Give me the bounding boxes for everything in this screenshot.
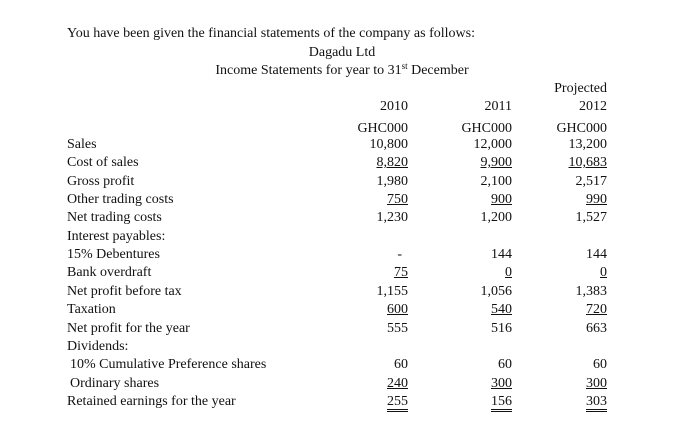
ordinary-shares-2010: 240 xyxy=(387,376,408,391)
retained-earnings-2012: 303 xyxy=(586,395,607,412)
row-label-retained-earnings: Retained earnings for the year xyxy=(67,394,236,409)
net-profit-before-tax-2011: 1,056 xyxy=(480,284,512,299)
sales-2011: 12,000 xyxy=(473,137,512,152)
other-trading-costs-2011: 900 xyxy=(491,192,512,207)
preference-shares-2011: 60 xyxy=(498,357,512,372)
intro-text: You have been given the financial statements of the company as follows: xyxy=(67,26,475,41)
retained-earnings-2010: 255 xyxy=(387,395,408,412)
bank-overdraft-2010: 75 xyxy=(394,265,408,280)
debentures-2011: 144 xyxy=(491,247,512,262)
taxation-2011: 540 xyxy=(491,302,512,317)
net-profit-before-tax-2010: 1,155 xyxy=(376,284,408,299)
row-label-cost-of-sales: Cost of sales xyxy=(67,155,139,170)
statement-title xyxy=(0,63,684,79)
row-label-gross-profit: Gross profit xyxy=(67,174,135,189)
taxation-2012: 720 xyxy=(586,302,607,317)
statement-title-ordinal: st xyxy=(401,61,408,71)
retained-earnings-2011: 156 xyxy=(491,395,512,412)
row-label-net-profit-for-year: Net profit for the year xyxy=(67,321,190,336)
sales-2010: 10,800 xyxy=(369,137,408,152)
row-label-other-trading-costs: Other trading costs xyxy=(67,192,174,207)
net-profit-before-tax-2012: 1,383 xyxy=(575,284,607,299)
row-label-taxation: Taxation xyxy=(67,302,116,317)
row-label-interest-payables: Interest payables: xyxy=(67,229,166,244)
cost-of-sales-2012: 10,683 xyxy=(568,155,607,170)
ordinary-shares-2012: 300 xyxy=(586,376,607,391)
debentures-2010: - xyxy=(397,247,402,262)
preference-shares-2010: 60 xyxy=(394,357,408,372)
row-label-ordinary-shares: Ordinary shares xyxy=(70,376,160,391)
net-trading-costs-2012: 1,527 xyxy=(575,210,607,225)
bank-overdraft-2012: 0 xyxy=(600,265,607,280)
statement-title-month: December xyxy=(407,63,469,78)
row-label-net-trading-costs: Net trading costs xyxy=(67,210,162,225)
other-trading-costs-2010: 750 xyxy=(387,192,408,207)
gross-profit-2011: 2,100 xyxy=(480,174,512,189)
column-2012-currency: GHC000 xyxy=(556,121,607,136)
net-profit-for-year-2011: 516 xyxy=(491,321,512,336)
column-2011-currency: GHC000 xyxy=(461,121,512,136)
preference-shares-2012: 60 xyxy=(593,357,607,372)
bank-overdraft-2011: 0 xyxy=(505,265,512,280)
row-label-net-profit-before-tax: Net profit before tax xyxy=(67,284,182,299)
gross-profit-2012: 2,517 xyxy=(575,174,607,189)
other-trading-costs-2012: 990 xyxy=(586,192,607,207)
column-2012-year: 2012 xyxy=(579,99,607,114)
sales-2012: 13,200 xyxy=(568,137,607,152)
column-2011-year: 2011 xyxy=(484,99,512,114)
row-label-dividends: Dividends: xyxy=(67,339,129,354)
ordinary-shares-2011: 300 xyxy=(491,376,512,391)
row-label-bank-overdraft: Bank overdraft xyxy=(67,265,152,280)
net-trading-costs-2010: 1,230 xyxy=(376,210,408,225)
row-label-debentures: 15% Debentures xyxy=(67,247,160,262)
column-projected-label: Projected xyxy=(554,81,607,96)
company-name: Dagadu Ltd xyxy=(308,45,376,60)
taxation-2010: 600 xyxy=(387,302,408,317)
statement-title-main: Income Statements for year to 31 xyxy=(215,63,402,78)
cost-of-sales-2011: 9,900 xyxy=(480,155,512,170)
net-profit-for-year-2012: 663 xyxy=(586,321,607,336)
net-profit-for-year-2010: 555 xyxy=(387,321,408,336)
cost-of-sales-2010: 8,820 xyxy=(376,155,408,170)
row-label-sales: Sales xyxy=(67,137,97,152)
gross-profit-2010: 1,980 xyxy=(376,174,408,189)
debentures-2012: 144 xyxy=(586,247,607,262)
net-trading-costs-2011: 1,200 xyxy=(480,210,512,225)
column-2010-year: 2010 xyxy=(380,99,408,114)
row-label-preference-shares: 10% Cumulative Preference shares xyxy=(70,357,267,372)
column-2010-currency: GHC000 xyxy=(357,121,408,136)
